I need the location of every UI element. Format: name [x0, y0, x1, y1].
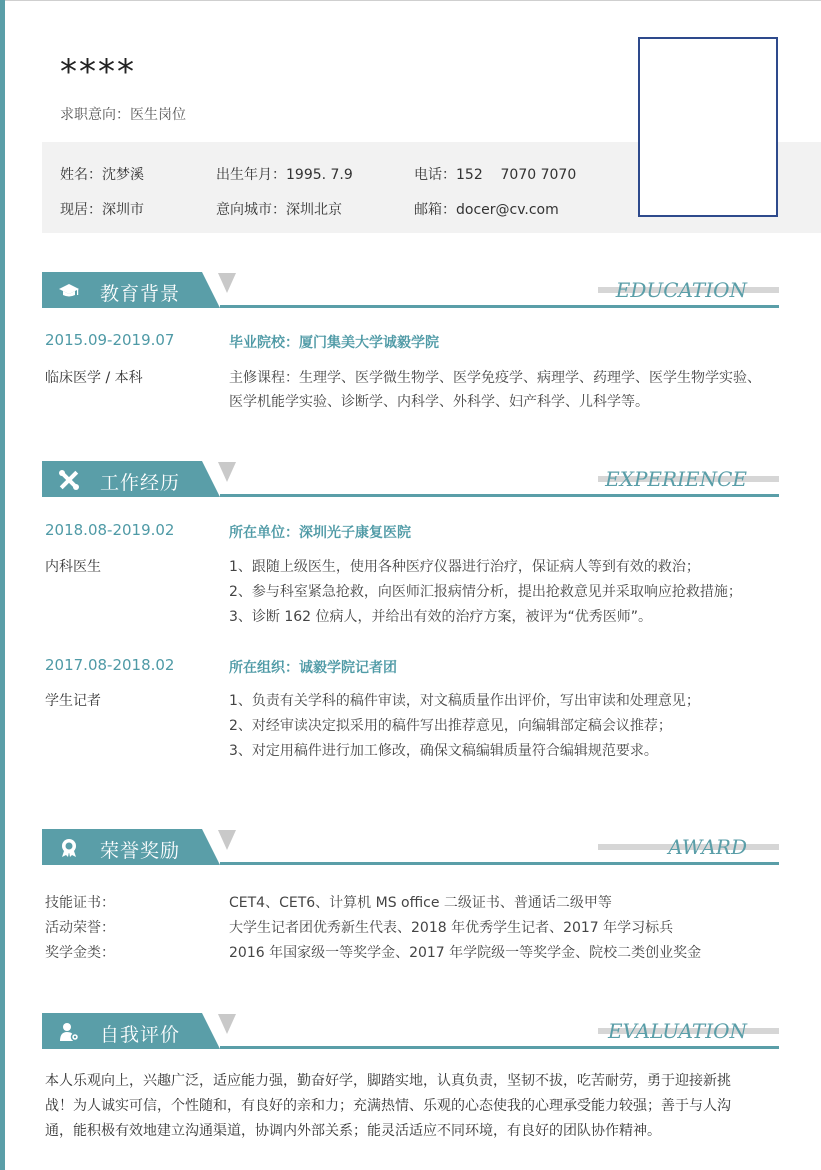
info-phone: 电话：152 7070 7070 — [414, 167, 577, 183]
top-divider — [5, 0, 821, 1]
section-english-title: EXPERIENCE — [605, 467, 747, 491]
section-evaluation — [42, 1013, 779, 1053]
award-label: 活动荣誉： — [45, 920, 115, 936]
education-date: 2015.09-2019.07 — [45, 331, 175, 349]
tab-triangle — [218, 1014, 236, 1034]
experience-duty: 1、跟随上级医生，使用各种医疗仪器进行治疗，保证病人等到有效的救治； — [229, 559, 700, 575]
person-gear-icon — [58, 1022, 80, 1042]
education-school: 毕业院校：厦门集美大学诚毅学院 — [229, 335, 439, 351]
left-accent-bar — [0, 0, 5, 1170]
info-birth: 出生年月：1995. 7.9 — [216, 167, 353, 183]
job-intent: 求职意向：医生岗位 — [60, 107, 186, 123]
experience-duty: 3、对定用稿件进行加工修改，确保文稿编辑质量符合编辑规范要求。 — [229, 743, 658, 759]
tools-icon — [58, 470, 80, 490]
section-title: 工作经历 — [100, 472, 181, 494]
section-experience — [42, 461, 779, 501]
section-underline — [220, 1046, 779, 1049]
section-title: 荣誉奖励 — [100, 840, 181, 862]
experience-date: 2017.08-2018.02 — [45, 656, 175, 674]
profile-photo-frame[interactable] — [638, 37, 778, 217]
education-major: 临床医学 / 本科 — [45, 370, 143, 386]
award-value: CET4、CET6、计算机 MS office 二级证书、普通话二级甲等 — [229, 895, 612, 911]
education-courses-line: 主修课程：生理学、医学微生物学、医学免疫学、病理学、药理学、医学生物学实验、 — [229, 370, 761, 386]
section-english-title: EVALUATION — [607, 1019, 747, 1043]
info-email: 邮箱：docer@cv.com — [414, 202, 559, 218]
experience-role: 学生记者 — [45, 693, 101, 709]
medal-icon — [58, 838, 80, 858]
experience-role: 内科医生 — [45, 559, 101, 575]
section-underline — [220, 862, 779, 865]
experience-date: 2018.08-2019.02 — [45, 521, 175, 539]
education-courses-line: 医学机能学实验、诊断学、内科学、外科学、妇产科学、儿科学等。 — [229, 394, 649, 410]
section-english-title: EDUCATION — [615, 278, 747, 302]
section-english-title: AWARD — [668, 835, 747, 859]
section-title: 自我评价 — [100, 1024, 181, 1046]
section-title: 教育背景 — [100, 283, 181, 305]
section-underline — [220, 494, 779, 497]
candidate-name: **** — [60, 52, 136, 92]
graduation-cap-icon — [58, 281, 80, 301]
experience-org: 所在单位：深圳光子康复医院 — [229, 525, 411, 541]
section-education — [42, 272, 779, 312]
award-value: 2016 年国家级一等奖学金、2017 年学院级一等奖学金、院校二类创业奖金 — [229, 945, 702, 961]
tab-triangle — [218, 273, 236, 293]
award-value: 大学生记者团优秀新生代表、2018 年优秀学生记者、2017 年学习标兵 — [229, 920, 674, 936]
tab-triangle — [218, 462, 236, 482]
self-evaluation — [45, 1069, 780, 1144]
info-target-city: 意向城市：深圳北京 — [216, 202, 342, 218]
experience-duty: 2、参与科室紧急抢救，向医师汇报病情分析，提出抢救意见并采取响应抢救措施； — [229, 584, 742, 600]
award-label: 技能证书： — [45, 895, 115, 911]
info-name: 姓名：沈梦溪 — [60, 167, 144, 183]
section-underline — [220, 305, 779, 308]
experience-duty: 1、负责有关学科的稿件审读，对文稿质量作出评价，写出审读和处理意见； — [229, 693, 700, 709]
experience-org: 所在组织：诚毅学院记者团 — [229, 660, 397, 676]
experience-duty: 3、诊断 162 位病人，并给出有效的治疗方案，被评为“优秀医师”。 — [229, 609, 653, 625]
info-residence: 现居：深圳市 — [60, 202, 144, 218]
section-award — [42, 829, 779, 869]
award-label: 奖学金类： — [45, 945, 115, 961]
experience-duty: 2、对经审读决定拟采用的稿件写出推荐意见，向编辑部定稿会议推荐； — [229, 718, 672, 734]
evaluation-line: 通，能积极有效地建立沟通渠道，协调内外部关系；能灵活适应不同环境，有良好的团队协作精神。 — [45, 1123, 661, 1139]
tab-triangle — [218, 830, 236, 850]
evaluation-line: 本人乐观向上，兴趣广泛，适应能力强，勤奋好学，脚踏实地，认真负责，坚韧不拔，吃苦耐劳，勇于迎接新挑 — [45, 1073, 731, 1089]
evaluation-line: 战！为人诚实可信，个性随和，有良好的亲和力；充满热情、乐观的心态使我的心理承受能力较强；善于与人沟 — [45, 1098, 731, 1114]
